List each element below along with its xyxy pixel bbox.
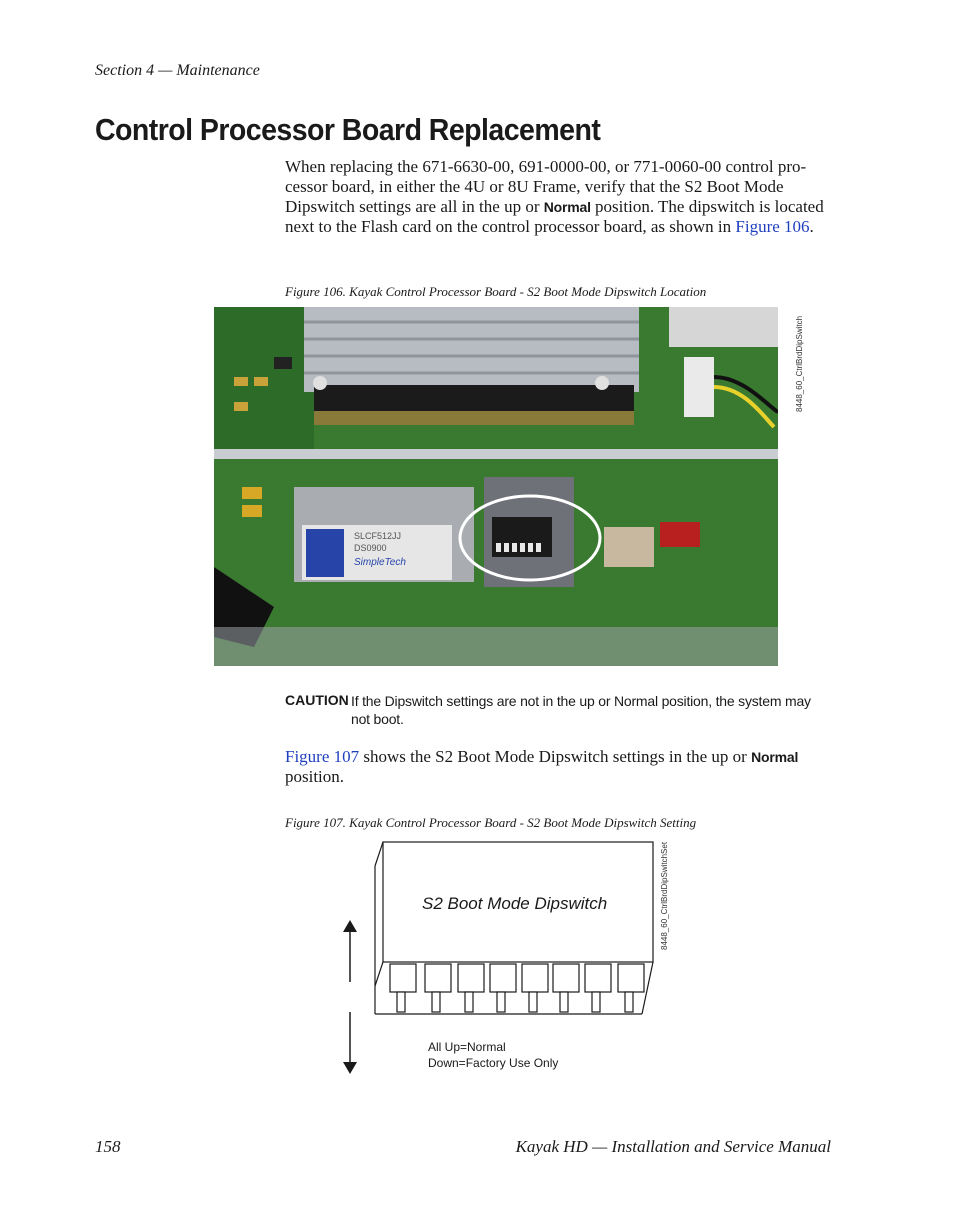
para2-text-mid: shows the S2 Boot Mode Dipswitch settings in the up or [359, 747, 752, 766]
note-up: All Up=Normal [428, 1040, 506, 1054]
running-head: Section 4 — Maintenance [95, 62, 260, 79]
figure-107-side-id: 8448_60_CtrlBrdDipSwitchSet [660, 841, 669, 950]
intro-end: . [809, 217, 814, 236]
control-board-photo [214, 307, 778, 666]
intro-text-1: When replacing the 671-6630-00, 691-0000-00, or 771-0060-00 control pro-cessor board, in either the 4U or 8U Frame, verify that the S2 Boot Mode Dipswitch settings are all in the up or [285, 157, 807, 216]
caution-label: CAUTION [285, 692, 349, 708]
intro-paragraph [285, 157, 833, 237]
page-number: 158 [95, 1137, 121, 1156]
caution-text: If the Dipswitch settings are not in the up or Normal position, the system may not boot. [351, 693, 811, 727]
flash-label-2: DS0900 [354, 543, 387, 553]
figure-106-side-id: 8448_60_CtrlBrdDipSwitch [795, 315, 804, 412]
figure-106-caption: Figure 106. Kayak Control Processor Board - S2 Boot Mode Dipswitch Location [285, 284, 707, 299]
down-arrow-icon [343, 1012, 357, 1074]
intro-text-2: position. The dipswitch is located next to the Flash card on the control processor board, as shown in [285, 197, 824, 236]
figure-107-caption: Figure 107. Kayak Control Processor Board - S2 Boot Mode Dipswitch Setting [285, 815, 697, 830]
normal-keyword-2: Normal [751, 749, 799, 765]
flash-label-3: SimpleTech [354, 557, 406, 568]
flash-label-1: SLCF512JJ [354, 531, 402, 541]
up-arrow-icon [343, 920, 357, 982]
second-paragraph [285, 747, 833, 787]
para2-text-end: position. [285, 767, 345, 786]
dipswitch-diagram [330, 836, 680, 1086]
dipswitch-label: S2 Boot Mode Dipswitch [422, 894, 608, 913]
dipswitch-toggles [390, 964, 644, 1012]
note-down: Down=Factory Use Only [428, 1056, 559, 1070]
normal-keyword: Normal [543, 199, 591, 215]
manual-title: Kayak HD — Installation and Service Manual [515, 1137, 831, 1156]
figure-107-link[interactable]: Figure 107 [285, 747, 360, 766]
figure-106-link[interactable]: Figure 106 [735, 217, 810, 236]
page-title: Control Processor Board Replacement [95, 112, 601, 147]
